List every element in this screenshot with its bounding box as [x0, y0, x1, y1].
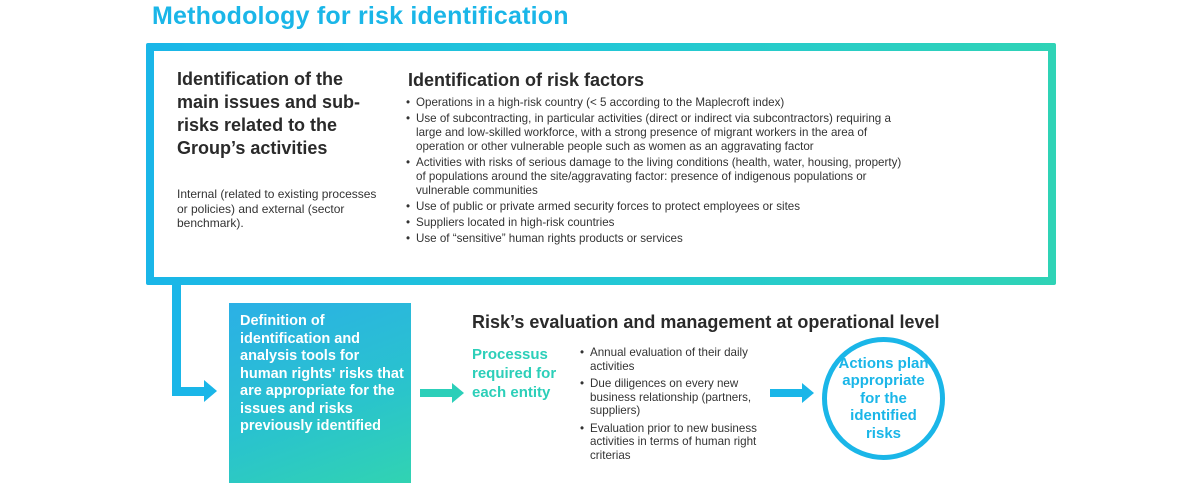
evaluation-list: [579, 346, 784, 466]
risk-factor-item: • Activities with risks of serious damage to the living conditions (health, water, housing, property) of populations around the site/aggravating factor: presence of indigenous populations or vulnerable communities: [405, 156, 910, 198]
arrow-right-icon: [802, 383, 814, 403]
arrow-right-icon: [204, 380, 217, 402]
actions-plan-text: Actions plan appropriate for the identified risks: [838, 354, 929, 442]
risk-factors-heading: Identification of risk factors: [408, 70, 645, 90]
evaluation-item: • Due diligences on every new business relationship (partners, suppliers): [579, 377, 784, 418]
connector-line-horizontal: [172, 387, 206, 396]
connector-line-vertical: [172, 285, 181, 396]
tools-definition-box: [229, 303, 411, 483]
scope-heading: Identification of the main issues and sub-risks related to the Group’s activities: [177, 69, 361, 158]
actions-plan-circle: [822, 337, 945, 460]
risk-factor-item: • Operations in a high-risk country (< 5 according to the Maplecroft index): [405, 96, 910, 110]
process-label: Processus required for each entity: [472, 346, 557, 401]
risk-factor-item: • Suppliers located in high-risk countries: [405, 216, 910, 230]
arrow-shaft: [420, 389, 454, 397]
risk-factor-item: • Use of subcontracting, in particular activities (direct or indirect via subcontractors) requiring a large and low-skilled workforce, with a strong presence of migrant workers in the area of operation or other vulnerable people such as women as an aggravating factor: [405, 112, 910, 154]
risk-factor-item: • Use of public or private armed security forces to protect employees or sites: [405, 200, 910, 214]
risk-factors-list: [405, 96, 910, 248]
management-heading: Risk’s evaluation and management at operational level: [472, 312, 940, 332]
risk-factor-item: • Use of “sensitive” human rights products or services: [405, 232, 910, 246]
scope-subtext: Internal (related to existing processes or policies) and external (sector benchmark).: [177, 187, 377, 230]
page-title: Methodology for risk identification: [152, 2, 569, 30]
arrow-right-icon: [452, 383, 464, 403]
evaluation-item: • Evaluation prior to new business activities in terms of human right criterias: [579, 422, 784, 463]
tools-definition-text: Definition of identification and analysis tools for human rights' risks that are appropriate for the issues and risks previously identified: [240, 313, 404, 434]
evaluation-item: • Annual evaluation of their daily activities: [579, 346, 784, 373]
arrow-shaft: [770, 389, 804, 397]
